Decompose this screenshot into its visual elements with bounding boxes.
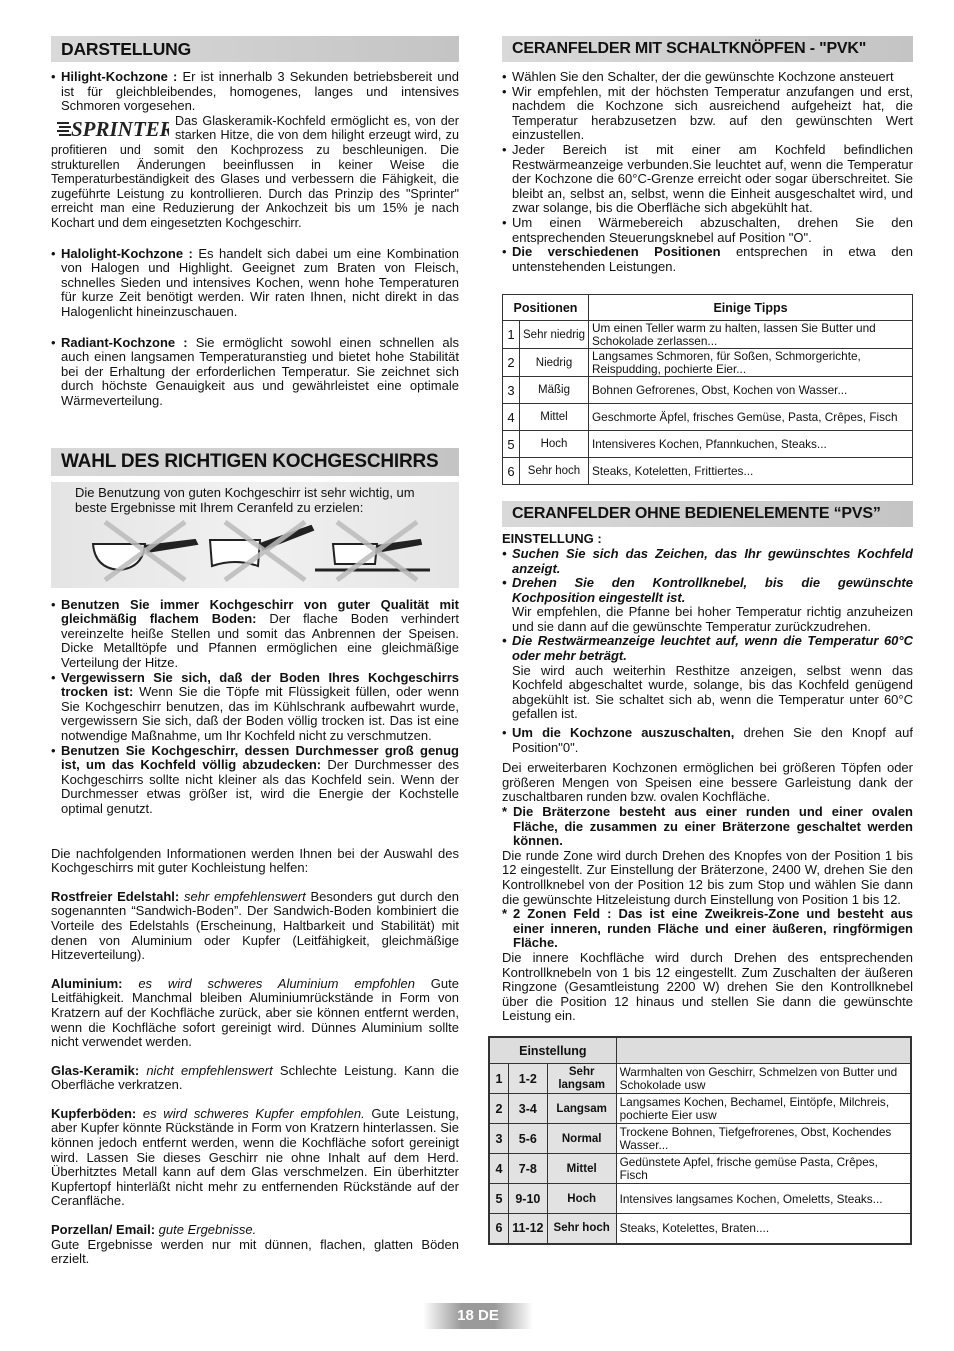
sprinter-paragraph: SPRINTER Das Glaskeramik-Kochfeld ermöglicht es, von der starken Hitze, die von dem hilight erzeugt wird, zu profitieren und somit den Kochprozess zu beschleunigen. Die strukturellen Änderungen beeinflussen in keiner Weise die Temperaturbeständigkeit des Glases und verbessern die Fähigkeit, die zugeführte Leistung zu kontrollieren. Durch das Prinzip des "Sprinter" erreicht man eine Reduzierung der Ankochzeit bis um 15% je nach Kochart und dem eingesetzten Kochgeschirr.: [51, 113, 459, 230]
halolight-paragraph: • Halolight-Kochzone : Es handelt sich dabei um eine Kombination von Halogen und Highlight. Geeignet zum Braten von Fleisch, schnelles Sieden und intensives Kochen, wenn hohe Temperaturen für kurze Zeit benötigt werden. Wir raten Ihnen, nicht direkt in das Halogenlicht hineinzuschauen.: [51, 247, 459, 320]
pvk-row-level: Mittel: [520, 404, 589, 431]
pvk-table-row: [503, 321, 913, 349]
pvk-table-row: [503, 458, 913, 485]
pvk-row-level: Mäßig: [520, 377, 589, 404]
pvs-erweiterbar: Dei erweiterbaren Kochzonen ermöglichen bei größeren Töpfen oder größeren Mengen von Speisen eine bessere Garleistung dank der zuschaltbaren runden bzw. ovalen Kochfläche.: [502, 760, 913, 805]
pvs-table-row: [489, 1124, 911, 1154]
pvk-step-5: • Die verschiedenen Positionen entsprechen in etwa den untenstehenden Leistungen.: [502, 245, 913, 274]
pvk-row-tip: Bohnen Gefrorenes, Obst, Kochen von Wasser...: [589, 377, 913, 404]
cookware-info-box: [51, 482, 459, 587]
material-glas-keramik: Glas-Keramik: nicht empfehlenswert Schlechte Leistung. Kann die Oberfläche verkratzen.: [51, 1062, 459, 1093]
pvs-zweikreis-text: Die innere Kochfläche wird durch Drehen des entsprechenden Kontrollknebeln von 1 bis 12 eingestellt. Zum Zuschalten der äußeren Ringzone (Gesamtleistung 2200 W) drehen Sie den Kontrollknebel über die Position 12 hinaus und stellen Sie dann die gewünschte Leistung ein.: [502, 949, 913, 1024]
pvk-step-2: • Wir empfehlen, mit der höchsten Temperatur anzufangen und erst, nachdem die Kochzone sich ausreichend aufgeheizt hat, die Temperatur herabzusetzen bzw. auf den gewünschten Wert einzustellen.: [502, 85, 913, 143]
pvs-row-description: Gedünstete Apfel, frische gemüse Pasta, Crêpes, Fisch: [616, 1154, 911, 1184]
pvk-row-level: Niedrig: [520, 349, 589, 377]
pvs-row-number: 3: [489, 1124, 508, 1154]
material-aluminium: Aluminium: es wird schweres Aluminium empfohlen Gute Leitfähigkeit. Manchmal bleiben Aluminiumrückstände in Form von Kratzern auf der Kochfläche zurück, aber sie können entfernt werden, wenn die Kochfläche sofort gereinigt wird. Dünnes Aluminium sollte nicht verwendet werden.: [51, 975, 459, 1050]
pvs-table-header-empty: [616, 1037, 911, 1064]
pvs-switch-off: • Um die Kochzone auszuschalten, drehen Sie den Knopf auf Position"0".: [502, 726, 913, 755]
pvk-table-row: [503, 349, 913, 377]
pvk-row-tip: Geschmorte Äpfel, frisches Gemüse, Pasta, Crêpes, Fisch: [589, 404, 913, 431]
pvk-table-row: [503, 431, 913, 458]
pvs-row-level: Sehr hoch: [547, 1214, 616, 1244]
material-porzellan-text: Gute Ergebnisse werden nur mit dünnen, flachen, glatten Böden erzielt.: [51, 1236, 459, 1267]
pvs-instruction-2-text: Wir empfehlen, die Pfanne bei hoher Temperatur richtig anzuheizen und sie dann auf die gewünschte Temperatur zurückzudrehen.: [512, 604, 913, 634]
pvs-row-description: Intensives langsames Kochen, Omeletts, Steaks...: [616, 1184, 911, 1214]
pvs-row-level: Mittel: [547, 1154, 616, 1184]
right-column: [495, 36, 914, 1245]
material-kupfer: Kupferböden: es wird schweres Kupfer empfohlen. Gute Leistung, aber Kupfer könnte Rückstände in Form von Kratzern hinterlassen. Sie können jedoch entfernt werden, wenn die Kochfläche sofort gereinigt wird. Lassen Sie dieses Geschirr nie ohne Inhalt auf dem Herd. Überhitztes Metall kann auf dem Glas verschmelzen. Ein überhitzter Kupfertopf hinterläßt nicht mehr zu entfernenden Rückstände auf der Ceranfläche.: [51, 1105, 460, 1209]
pvs-instruction-3: • Die Restwärmeanzeige leuchtet auf, wenn die Temperatur 60°C oder mehr beträgt.: [502, 634, 913, 663]
hilight-paragraph: • Hilight-Kochzone : Er ist innerhalb 3 Sekunden betriebsbereit und ist für gleichbleibendes, homogenes, langes und intensives Schmoren vorgesehen.: [51, 70, 459, 114]
pvk-row-tip: Intensiveres Kochen, Pfannkuchen, Steaks...: [589, 431, 913, 458]
cookware-tip-diameter: • Benutzen Sie Kochgeschirr, dessen Durchmesser groß genug ist, um das Kochfeld völlig abzudecken: Der Durchmesser des Kochgeschirrs sollte nicht kleiner als das Kochfeld sein. Wenn der Durchmesser etwas größer ist, wird die Energie der Kochstelle optimal genutzt.: [51, 744, 459, 817]
pvs-row-number: 4: [489, 1154, 508, 1184]
pvk-row-level: Sehr niedrig: [520, 321, 589, 349]
pvs-row-range: 11-12: [508, 1214, 547, 1244]
pvs-row-description: Langsames Kochen, Bechamel, Eintöpfe, Milchreis, pochierte Eier usw: [616, 1094, 911, 1124]
pvs-instruction-2: • Drehen Sie den Kontrollknebel, bis die gewünschte Kochposition eingestellt ist.: [502, 576, 913, 605]
cookware-tip-flat-bottom: • Benutzen Sie immer Kochgeschirr von guter Qualität mit gleichmäßig flachem Boden: Der flache Boden verhindert vereinzelte heiße Stellen und somit das Anbrennen der Speisen. Dicke Metalltöpfe und Pfannen ermöglichen eine gleichmäßige Verteilung der Hitze.: [51, 598, 459, 671]
material-edelstahl: Rostfreier Edelstahl: sehr empfehlenswert Besonders gut durch den sogenannten “Sandwich-Boden”. Der Sandwich-Boden kombiniert die Vorteile des Edelstahls (Erscheinung, Haltbarkeit und Stabilität) mit denen von Aluminium oder Kupfer (Leitfähigkeit, gleichmäßige Hitzeverteilung).: [51, 888, 459, 963]
pvs-table-row: [489, 1064, 911, 1094]
section-title-pvk: CERANFELDER MIT SCHALTKNÖPFEN - "PVK": [502, 36, 913, 62]
sprinter-logo: [57, 116, 169, 140]
pvk-row-tip: Steaks, Koteletten, Frittiertes...: [589, 458, 913, 485]
pvs-braterzone-text: Die runde Zone wird durch Drehen des Knopfes von der Position 1 bis 12 eingestellt. Zur Einstellung der Bräterzone, 2400 W, drehen Sie den Kontrollknebel von der Position 12 bis zum Stop und wählen Sie dann die gewünschte Hitzeleistung durch Einstellung von Position 1 bis 12.: [502, 847, 913, 907]
pvk-table-row: [503, 404, 913, 431]
pvs-row-level: Hoch: [547, 1184, 616, 1214]
pvs-braterzone-note: * Die Bräterzone besteht aus einer runden und einer ovalen Fläche, die zusammen zu einer Bräterzone geschaltet werden können.: [502, 805, 913, 849]
pvk-row-number: 5: [503, 431, 520, 458]
pvk-row-tip: Langsames Schmoren, für Soßen, Schmorgerichte, Reispudding, pochierte Eier...: [589, 349, 913, 377]
pvk-step-4: • Um einen Wärmebereich abzuschalten, drehen Sie den entsprechenden Steuerungsknebel auf Position "O".: [502, 216, 913, 245]
bad-cookware-illustration: [75, 520, 435, 582]
page-number: 18 DE: [423, 1303, 533, 1329]
radiant-paragraph: • Radiant-Kochzone : Sie ermöglicht sowohl einen schnellen als auch einen langsamen Temperaturanstieg und bietet hohe Stabilität bei der Erhaltung der erforderlichen Temperatur. Sie zeichnet sich durch höchste Genauigkeit aus und gewährleistet eine optimale Wärmeverteilung.: [51, 336, 459, 409]
pvs-table-row: [489, 1094, 911, 1124]
pvk-step-1: • Wählen Sie den Schalter, der die gewünschte Kochzone ansteuert: [502, 70, 913, 85]
pvs-table-row: [489, 1214, 911, 1244]
pvs-row-range: 3-4: [508, 1094, 547, 1124]
pvk-positions-table: [502, 294, 913, 485]
pvs-row-range: 1-2: [508, 1064, 547, 1094]
material-intro: Die nachfolgenden Informationen werden Ihnen bei der Auswahl des Kochgeschirrs mit guter Kochleistung helfen:: [51, 845, 459, 876]
pvs-table-header-einstellung: Einstellung: [489, 1037, 616, 1064]
pvs-einstellung-label: EINSTELLUNG :: [502, 531, 602, 547]
section-title-pvs: CERANFELDER OHNE BEDIENELEMENTE “PVS”: [502, 501, 913, 527]
pvs-row-number: 1: [489, 1064, 508, 1094]
pvs-row-level: Normal: [547, 1124, 616, 1154]
pvs-row-description: Steaks, Kotelettes, Braten....: [616, 1214, 911, 1244]
section-title-darstellung: DARSTELLUNG: [51, 36, 459, 62]
pvs-settings-table: [488, 1036, 912, 1245]
pvk-row-number: 1: [503, 321, 520, 349]
pvk-row-number: 4: [503, 404, 520, 431]
pvs-row-range: 9-10: [508, 1184, 547, 1214]
section-title-kochgeschirr: WAHL DES RICHTIGEN KOCHGESCHIRRS: [51, 448, 459, 476]
pvs-instruction-1: • Suchen Sie sich das Zeichen, das Ihr gewünschtes Kochfeld anzeigt.: [502, 547, 913, 576]
pvk-table-row: [503, 377, 913, 404]
pvs-row-level: Sehr langsam: [547, 1064, 616, 1094]
pvs-row-range: 5-6: [508, 1124, 547, 1154]
pvs-instruction-3-text: Sie wird auch weiterhin Resthitze anzeigen, selbst wenn das Kochfeld abgeschaltet wurde, solange, bis das Kochfeld genügend abgekühlt ist. Sie schaltet sich ab, wenn die Temperatur unter 60°C gefallen ist.: [512, 662, 913, 722]
pvs-row-description: Warmhalten von Geschirr, Schmelzen von Butter und Schokolade usw: [616, 1064, 911, 1094]
pvs-row-description: Trockene Bohnen, Tiefgefrorenes, Obst, Kochendes Wasser...: [616, 1124, 911, 1154]
material-porzellan: Porzellan/ Email: gute Ergebnisse.: [51, 1222, 257, 1238]
pvs-zweikreis-note: * 2 Zonen Feld : Das ist eine Zweikreis-Zone und besteht aus einer inneren, runden Fläche und einer äußeren, ringförmigen Fläche.: [502, 907, 913, 951]
svg-text:SPRINTER: SPRINTER: [71, 116, 169, 140]
pvs-table-row: [489, 1184, 911, 1214]
pvk-row-tip: Um einen Teller warm zu halten, lassen Sie Butter und Schokolade zerlassen...: [589, 321, 913, 349]
pvk-row-level: Sehr hoch: [520, 458, 589, 485]
pvk-row-level: Hoch: [520, 431, 589, 458]
pvs-row-number: 2: [489, 1094, 508, 1124]
pvs-row-level: Langsam: [547, 1094, 616, 1124]
pvs-row-number: 6: [489, 1214, 508, 1244]
cookware-box-text: Die Benutzung von guten Kochgeschirr ist sehr wichtig, um beste Ergebnisse mit Ihrem Ceranfeld zu erzielen:: [75, 485, 415, 516]
pvk-row-number: 6: [503, 458, 520, 485]
left-column: [51, 36, 459, 1267]
pvk-table-header-tips: Einige Tipps: [589, 295, 913, 321]
pvs-table-row: [489, 1154, 911, 1184]
pvk-step-3: • Jeder Bereich ist mit einer am Kochfeld befindlichen Restwärmeanzeige verbunden.Sie leuchtet auf, wenn die Temperatur der Kochzone die 60°C-Grenze erreicht oder sogar überschreitet. Sie bleibt an, selbst an, selbst, wenn die Einheit ausgeschaltet wird, und zwar solange, bis die Oberfläche sich abgekühlt hat.: [502, 143, 913, 216]
pvk-row-number: 3: [503, 377, 520, 404]
pvs-row-range: 7-8: [508, 1154, 547, 1184]
pvs-row-number: 5: [489, 1184, 508, 1214]
cookware-tip-dry-bottom: • Vergewissern Sie sich, daß der Boden Ihres Kochgeschirrs trocken ist: Wenn Sie die Töpfe mit Flüssigkeit füllen, oder wenn Sie Kochgeschirr benutzen, das im Kühlschrank aufbewahrt wurde, vergewissern Sie sich, daß der Boden völlig trocken ist. Das ist eine notwendige Maßnahme, um Ihr Kochfeld nicht zu verschmutzen.: [51, 671, 459, 744]
pvk-table-header-positions: Positionen: [503, 295, 589, 321]
pvk-row-number: 2: [503, 349, 520, 377]
